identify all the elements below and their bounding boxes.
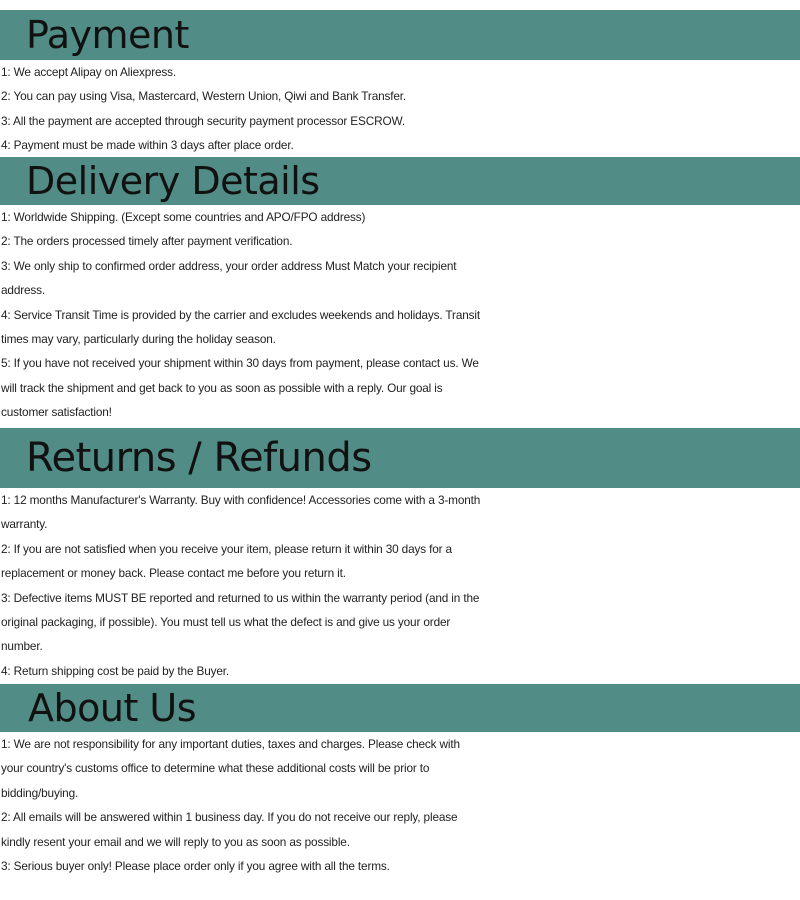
about-title: About Us: [28, 686, 197, 730]
returns-title: Returns / Refunds: [26, 435, 372, 481]
delivery-line: address.: [1, 283, 46, 298]
returns-line: 1: 12 months Manufacturer's Warranty. Buy with confidence! Accessories come with a 3-month: [1, 493, 481, 507]
delivery-line: 5: If you have not received your shipment within 30 days from payment, please contact us. We: [1, 356, 479, 371]
about-line: 3: Serious buyer only! Please place order only if you agree with all the terms.: [1, 858, 390, 873]
about-line: 1: We are not responsibility for any important duties, taxes and charges. Please check with: [1, 737, 460, 751]
payment-line: 3: All the payment are accepted through security payment processor ESCROW.: [1, 113, 405, 128]
returns-line: 2: If you are not satisfied when you receive your item, please return it within 30 days for a: [1, 541, 452, 556]
about-body: [1, 732, 800, 878]
delivery-line: 4: Service Transit Time is provided by the carrier and excludes weekends and holidays. Transit: [1, 307, 480, 322]
delivery-line: 3: We only ship to confirmed order address, your order address Must Match your recipient: [1, 258, 457, 273]
returns-line: number.: [1, 639, 43, 654]
payment-title: Payment: [26, 13, 189, 57]
delivery-body: [1, 205, 800, 425]
about-line: your country's customs office to determine what these additional costs will be prior to: [1, 761, 430, 776]
about-line: 2: All emails will be answered within 1 business day. If you do not receive our reply, please: [1, 810, 458, 825]
payment-line: 4: Payment must be made within 3 days after place order.: [1, 138, 294, 153]
payment-line: 2: You can pay using Visa, Mastercard, Western Union, Qiwi and Bank Transfer.: [1, 89, 407, 104]
returns-header: [0, 428, 800, 488]
delivery-line: will track the shipment and get back to you as soon as possible with a reply. Our goal is: [1, 380, 443, 395]
returns-body: [1, 488, 800, 683]
returns-line: 4: Return shipping cost be paid by the Buyer.: [1, 663, 230, 678]
about-line: bidding/buying.: [1, 785, 79, 800]
delivery-title: Delivery Details: [26, 159, 320, 203]
returns-line: warranty.: [1, 517, 48, 532]
delivery-line: times may vary, particularly during the holiday season.: [1, 331, 276, 346]
payment-body: [1, 60, 800, 158]
payment-line: 1: We accept Alipay on Aliexpress.: [1, 65, 177, 79]
returns-line: original packaging, if possible). You must tell us what the defect is and give us your order: [1, 614, 451, 629]
delivery-header: [0, 157, 800, 205]
delivery-line: 2: The orders processed timely after payment verification.: [1, 234, 293, 249]
payment-header: [0, 10, 800, 60]
returns-line: replacement or money back. Please contact me before you return it.: [1, 566, 346, 581]
about-line: kindly resent your email and we will reply to you as soon as possible.: [1, 834, 350, 849]
delivery-line: 1: Worldwide Shipping. (Except some countries and APO/FPO address): [1, 210, 366, 224]
delivery-line: customer satisfaction!: [1, 405, 112, 420]
about-header: [0, 684, 800, 732]
returns-line: 3: Defective items MUST BE reported and returned to us within the warranty period (and in the: [1, 590, 480, 605]
